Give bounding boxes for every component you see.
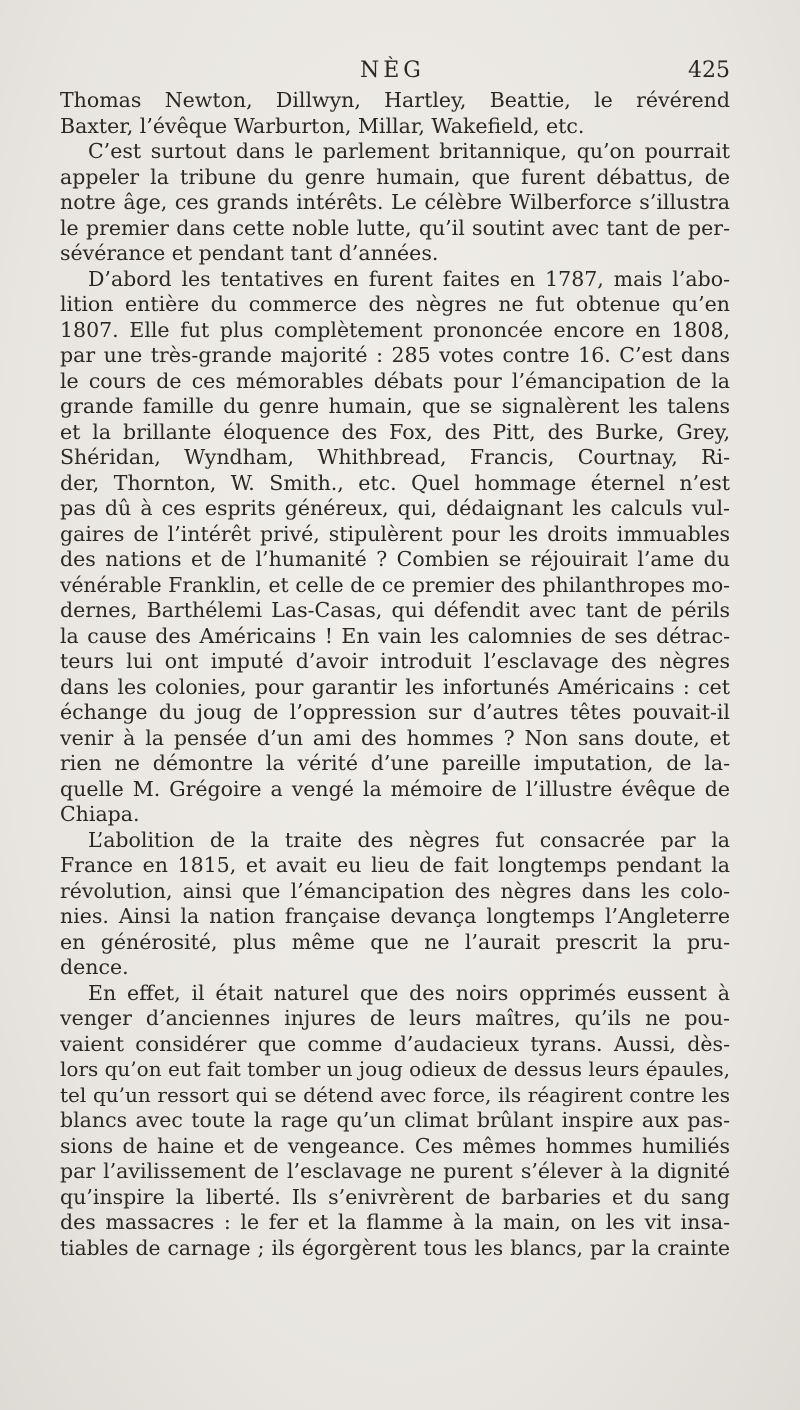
- body-text: [60, 88, 730, 1261]
- running-head: NÈG: [360, 58, 425, 83]
- text-line: lition entière du commerce des nègres ne fut obtenue qu’en: [60, 292, 730, 316]
- text-line: 1807. Elle fut plus complètement prononcée encore en 1808,: [60, 317, 730, 342]
- text-line: gaires de l’intérêt privé, stipulèrent pour les droits immuables: [60, 521, 730, 546]
- text-line: tel qu’un ressort qui se détend avec force, ils réagirent contre les: [60, 1082, 730, 1107]
- text-line: venir à la pensée d’un ami des hommes ? Non sans doute, et: [60, 725, 730, 750]
- text-line: nies. Ainsi la nation française devança longtemps l’Angleterre: [60, 904, 730, 928]
- text-line: appeler la tribune du genre humain, que furent débattus, de: [60, 164, 730, 189]
- text-line: échange du joug de l’oppression sur d’autres têtes pouvait-il: [60, 700, 730, 724]
- text-line: vénérable Franklin, et celle de ce premier des philanthropes mo-: [60, 572, 730, 597]
- text-line: Shéridan, Wyndham, Whithbread, Francis, Courtnay, Ri-: [60, 445, 730, 469]
- text-line: sions de haine et de vengeance. Ces mêmes hommes humiliés: [60, 1133, 730, 1158]
- text-line: France en 1815, et avait eu lieu de fait longtemps pendant la: [60, 853, 730, 877]
- text-line: C’est surtout dans le parlement britannique, qu’on pourrait: [88, 139, 730, 163]
- text-line: tiables de carnage ; ils égorgèrent tous les blancs, par la crainte: [60, 1235, 730, 1260]
- text-line: dernes, Barthélemi Las-Casas, qui défendit avec tant de périls: [60, 598, 730, 622]
- text-line: le cours de ces mémorables débats pour l’émancipation de la: [60, 368, 730, 393]
- text-line: Baxter, l’évêque Warburton, Millar, Wakefield, etc.: [60, 113, 585, 138]
- text-line: sévérance et pendant tant d’années.: [60, 241, 439, 265]
- text-line: vaient considérer que comme d’audacieux tyrans. Aussi, dès-: [60, 1031, 730, 1056]
- text-line: dence.: [60, 955, 129, 979]
- text-line: rien ne démontre la vérité d’une pareille imputation, de la-: [60, 751, 730, 775]
- text-line: Thomas Newton, Dillwyn, Hartley, Beattie, le révérend: [60, 88, 730, 112]
- text-line: D’abord les tentatives en furent faites en 1787, mais l’abo-: [88, 266, 730, 291]
- text-line: der, Thornton, W. Smith., etc. Quel hommage éternel n’est: [60, 470, 730, 495]
- text-line: la cause des Américains ! En vain les calomnies de ses détrac-: [60, 623, 730, 648]
- text-line: dans les colonies, pour garantir les infortunés Américains : cet: [60, 674, 730, 699]
- text-line: par l’avilissement de l’esclavage ne purent s’élever à la dignité: [60, 1159, 730, 1183]
- text-line: lors qu’on eut fait tomber un joug odieux de dessus leurs épaules,: [60, 1057, 730, 1081]
- text-line: qu’inspire la liberté. Ils s’enivrèrent de barbaries et du sang: [60, 1184, 730, 1209]
- text-line: venger d’anciennes injures de leurs maîtres, qu’ils ne pou-: [60, 1006, 730, 1030]
- text-line: par une très-grande majorité : 285 votes contre 16. C’est dans: [60, 343, 730, 367]
- text-line: et la brillante éloquence des Fox, des Pitt, des Burke, Grey,: [60, 419, 730, 444]
- page-number: 425: [688, 58, 730, 83]
- text-line: le premier dans cette noble lutte, qu’il soutint avec tant de per-: [60, 215, 730, 240]
- text-line: en générosité, plus même que ne l’aurait prescrit la pru-: [60, 929, 730, 954]
- text-line: pas dû à ces esprits généreux, qui, dédaignant les calculs vul-: [60, 496, 730, 520]
- text-line: Chiapa.: [60, 802, 140, 826]
- text-line: L’abolition de la traite des nègres fut consacrée par la: [88, 827, 730, 852]
- text-line: révolution, ainsi que l’émancipation des nègres dans les colo-: [60, 878, 730, 903]
- text-line: teurs lui ont imputé d’avoir introduit l’esclavage des nègres: [60, 649, 730, 673]
- page-header: [60, 58, 730, 88]
- text-line: des massacres : le fer et la flamme à la main, on les vit insa-: [60, 1210, 730, 1234]
- text-line: grande famille du genre humain, que se signalèrent les talens: [60, 394, 730, 418]
- text-line: En effet, il était naturel que des noirs opprimés eussent à: [88, 980, 730, 1005]
- text-line: des nations et de l’humanité ? Combien se réjouirait l’ame du: [60, 547, 730, 571]
- text-line: quelle M. Grégoire a vengé la mémoire de l’illustre évêque de: [60, 776, 730, 801]
- text-line: notre âge, ces grands intérêts. Le célèbre Wilberforce s’illustra: [60, 190, 730, 214]
- text-line: blancs avec toute la rage qu’un climat brûlant inspire aux pas-: [60, 1108, 730, 1132]
